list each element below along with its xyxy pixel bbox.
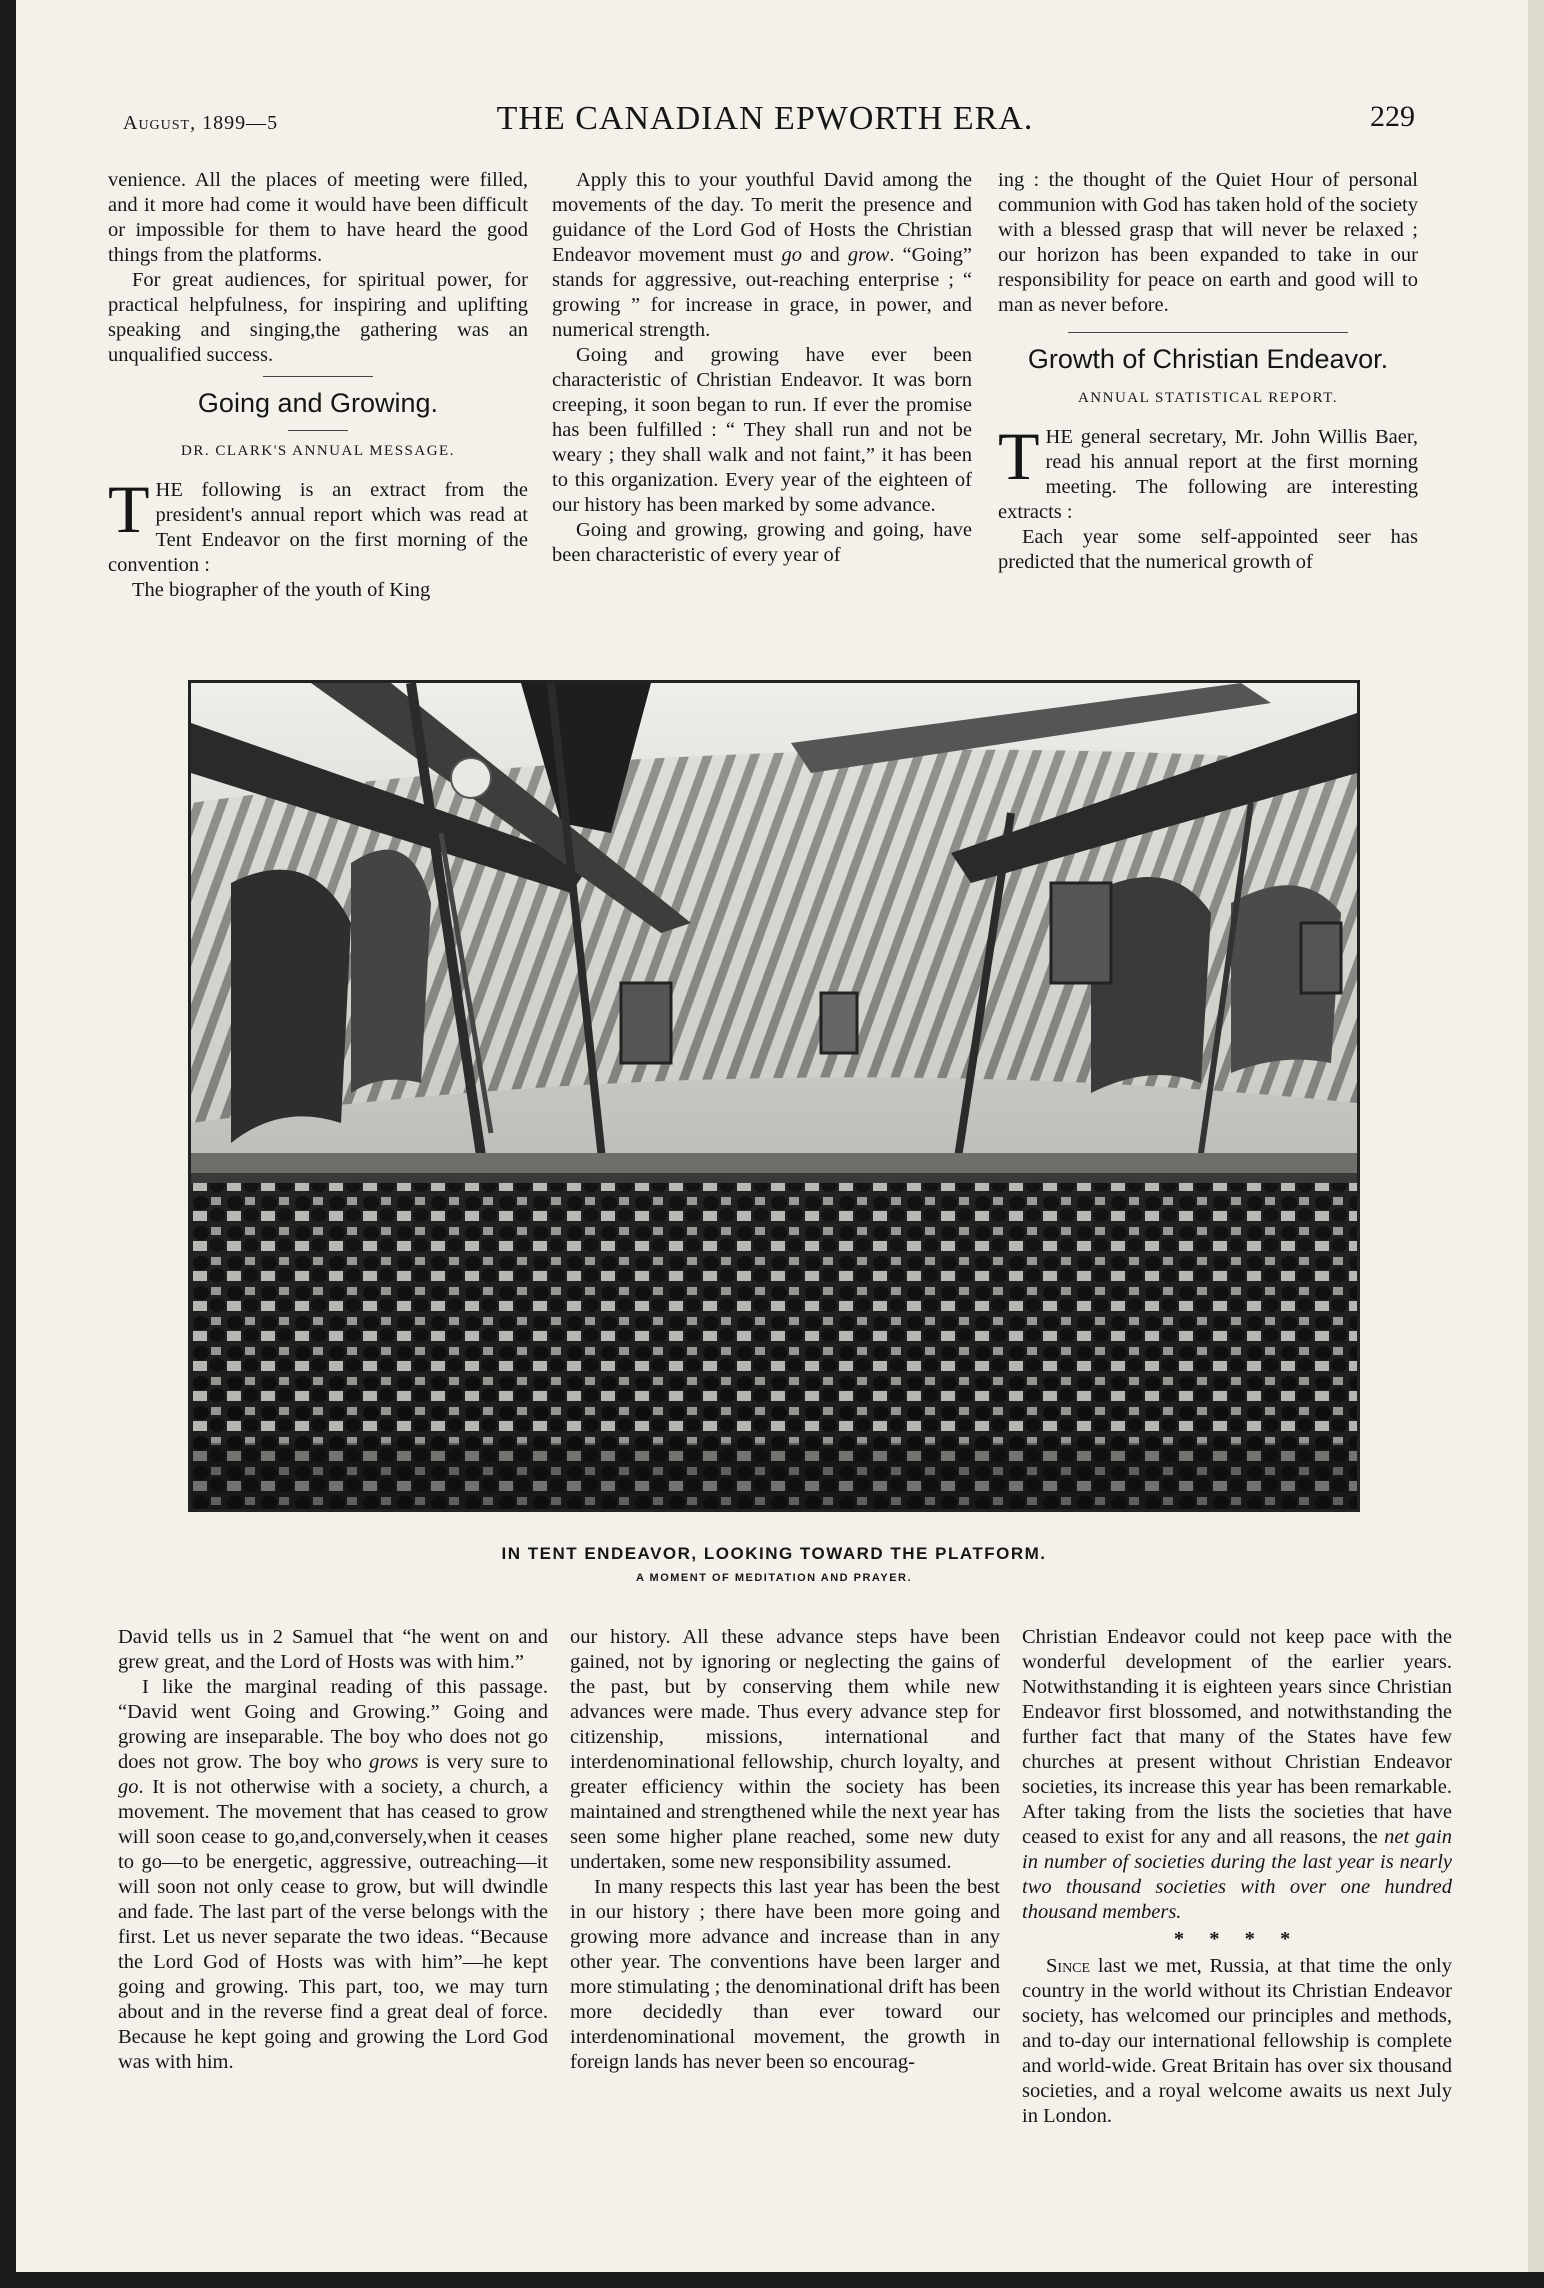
paragraph: The biographer of the youth of King xyxy=(132,579,431,601)
tent-endeavor-photo xyxy=(188,680,1360,1512)
divider xyxy=(288,430,348,431)
column-1-top xyxy=(108,168,528,603)
paragraph: ing : the thought of the Quiet Hour of personal communion with God has taken hold of the society with a blessed grasp that will never be relaxed ; our horizon has been expanded to take in our responsibility for peace on earth and good will to man as never before. xyxy=(998,169,1418,316)
scan-border-bottom xyxy=(0,2272,1544,2288)
paragraph: THE following is an extract from the president's annual report which was read at Tent Endeavor on the first morning of the convention : xyxy=(108,471,528,576)
paragraph: I like the marginal reading of this passage. “David went Going and Growing.” Going and growing are inseparable. The boy who does not go does not grow. The boy who grows is very sure to go. It is not otherwise with a society, a church, a movement. The movement that has ceased to grow will soon cease to go,and,conversely,when it ceases to go—to be energetic, aggressive, outreaching—it will soon not only cease to grow, but will dwindle and fade. The last part of the verse belongs with the first. Let us never separate the two ideas. “Because the Lord God of Hosts was with him”—he kept going and growing. This part, too, we may turn about and in the reverse find a great deal of force. Because he kept going and growing the Lord God was with him. xyxy=(118,1676,548,2073)
paragraph: Each year some self-appointed seer has predicted that the numerical growth of xyxy=(998,526,1418,573)
article-subhead: DR. CLARK'S ANNUAL MESSAGE. xyxy=(181,443,455,459)
paragraph: Since last we met, Russia, at that time the only country in the world without its Christian Endeavor society, has welcomed our principles and methods, and to-day our international fellowship is complete and world-wide. Great Britain has over six thousand societies, and a royal welcome awaits us next July in London. xyxy=(1022,1955,1452,2127)
paragraph: In many respects this last year has been the best in our history ; there have been more going and growing more advance and increase than in any other year. The conventions have been larger and more stimulating ; the denominational drift has been more decidedly than ever toward our interdenominational movement, the growth in foreign lands has never been so encourag- xyxy=(570,1876,1000,2073)
paragraph: THE general secretary, Mr. John Willis Baer, read his annual report at the first morning meeting. The following are interesting extracts : xyxy=(998,418,1418,523)
column-2-top xyxy=(552,168,972,568)
page-number: 229 xyxy=(1370,100,1415,133)
column-1-bottom xyxy=(118,1625,548,2075)
paragraph: our history. All these advance steps have been gained, not by ignoring or neglecting the gains of the past, but by conserving them while new advances were made. Thus every advance step for citizenship, missions, international and interdenominational fellowship, church loyalty, and greater efficiency within the society has been maintained and strengthened while the next year has seen some higher plane reached, some new duty undertaken, some new responsibility assumed. xyxy=(570,1626,1000,1873)
section-break-stars: * * * * xyxy=(1173,1928,1301,1950)
paragraph: Christian Endeavor could not keep pace with the wonderful development of the earlier years. Notwithstanding it is eighteen years since Christian Endeavor first blossomed, and notwithstanding the further fact that many of the States have few churches at present without Christian Endeavor societies, its increase this year has been remarkable. After taking from the lists the societies that have ceased to exist for any and all reasons, the net gain in number of societies during the last year is nearly two thousand societies with over one hundred thousand members. xyxy=(1022,1626,1452,1923)
divider xyxy=(1068,332,1348,333)
scan-border-right xyxy=(1528,0,1544,2288)
photo-caption: IN TENT ENDEAVOR, LOOKING TOWARD THE PLATFORM. xyxy=(501,1544,1047,1563)
paragraph: Going and growing have ever been characteristic of Christian Endeavor. It was born creeping, it soon began to run. If ever the promise has been fulfilled : “ They shall run and not be weary ; they shall walk and not faint,” it has been to this organization. Every year of the eighteen of our history has been marked by some advance. xyxy=(552,344,972,516)
page-header xyxy=(115,100,1415,140)
publication-title: THE CANADIAN EPWORTH ERA. xyxy=(496,100,1034,137)
paragraph: Going and growing, growing and going, have been characteristic of every year of xyxy=(552,519,972,566)
photo-subcaption: A MOMENT OF MEDITATION AND PRAYER. xyxy=(635,1572,913,1584)
article-heading: Going and Growing. xyxy=(197,388,439,418)
column-2-bottom xyxy=(570,1625,1000,2075)
article-subhead: ANNUAL STATISTICAL REPORT. xyxy=(1077,390,1339,406)
column-3-top xyxy=(998,168,1418,575)
paragraph: For great audiences, for spiritual power, for practical helpfulness, for inspiring and uplifting speaking and singing,the gathering was an unqualified success. xyxy=(108,269,528,366)
issue-date: August, 1899—5 xyxy=(123,112,279,134)
divider xyxy=(263,376,373,377)
paragraph: Apply this to your youthful David among the movements of the day. To merit the presence and guidance of the Lord God of Hosts the Christian Endeavor movement must go and grow. “Going” stands for aggressive, out-reaching enterprise ; “ growing ” for increase in grace, in power, and numerical strength. xyxy=(552,169,972,341)
scan-border-left xyxy=(0,0,16,2288)
drop-cap: T xyxy=(108,471,150,547)
paragraph: David tells us in 2 Samuel that “he went on and grew great, and the Lord of Hosts was with him.” xyxy=(118,1626,548,1673)
paragraph: venience. All the places of meeting were filled, and it more had come it would have been difficult or impossible for them to have heard the good things from the platforms. xyxy=(108,169,528,266)
drop-cap: T xyxy=(998,418,1040,494)
article-heading: Growth of Christian Endeavor. xyxy=(1027,344,1389,374)
column-3-bottom xyxy=(1022,1625,1452,2129)
